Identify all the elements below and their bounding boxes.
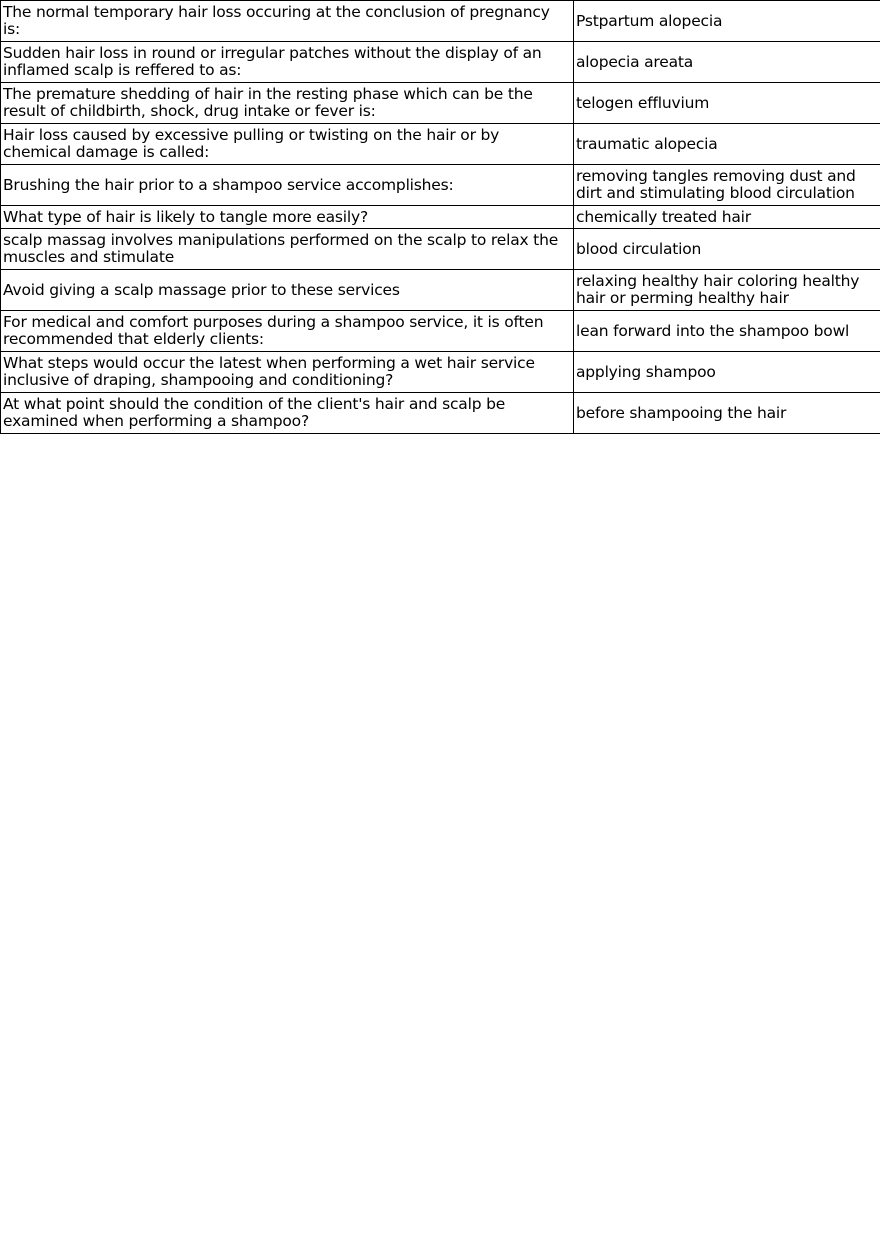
table-row (1, 165, 880, 206)
definition-cell: before shampooing the hair (574, 393, 880, 434)
table-row (1, 83, 880, 124)
definition-cell: alopecia areata (574, 42, 880, 83)
term-cell: The normal temporary hair loss occuring at the conclusion of pregnancy is: (1, 1, 574, 42)
definition-cell: removing tangles removing dust and dirt and stimulating blood circulation (574, 165, 880, 206)
table-row (1, 270, 880, 311)
term-cell: scalp massag involves manipulations performed on the scalp to relax the muscles and stimulate (1, 229, 574, 270)
term-cell: What type of hair is likely to tangle more easily? (1, 206, 574, 229)
table-row (1, 393, 880, 434)
table-row (1, 124, 880, 165)
definition-cell: Pstpartum alopecia (574, 1, 880, 42)
definition-cell: applying shampoo (574, 352, 880, 393)
flashcard-table (0, 0, 880, 434)
table-row (1, 352, 880, 393)
definition-cell: traumatic alopecia (574, 124, 880, 165)
table-row (1, 229, 880, 270)
table-row (1, 42, 880, 83)
term-cell: Avoid giving a scalp massage prior to these services (1, 270, 574, 311)
term-cell: Brushing the hair prior to a shampoo service accomplishes: (1, 165, 574, 206)
definition-cell: blood circulation (574, 229, 880, 270)
term-cell: Sudden hair loss in round or irregular patches without the display of an inflamed scalp is reffered to as: (1, 42, 574, 83)
term-cell: At what point should the condition of the client's hair and scalp be examined when performing a shampoo? (1, 393, 574, 434)
term-cell: The premature shedding of hair in the resting phase which can be the result of childbirth, shock, drug intake or fever is: (1, 83, 574, 124)
table-row (1, 1, 880, 42)
table-row (1, 206, 880, 229)
table-row (1, 311, 880, 352)
definition-cell: telogen effluvium (574, 83, 880, 124)
term-cell: Hair loss caused by excessive pulling or twisting on the hair or by chemical damage is called: (1, 124, 574, 165)
term-cell: What steps would occur the latest when performing a wet hair service inclusive of draping, shampooing and conditioning? (1, 352, 574, 393)
definition-cell: relaxing healthy hair coloring healthy hair or perming healthy hair (574, 270, 880, 311)
definition-cell: chemically treated hair (574, 206, 880, 229)
definition-cell: lean forward into the shampoo bowl (574, 311, 880, 352)
term-cell: For medical and comfort purposes during a shampoo service, it is often recommended that elderly clients: (1, 311, 574, 352)
